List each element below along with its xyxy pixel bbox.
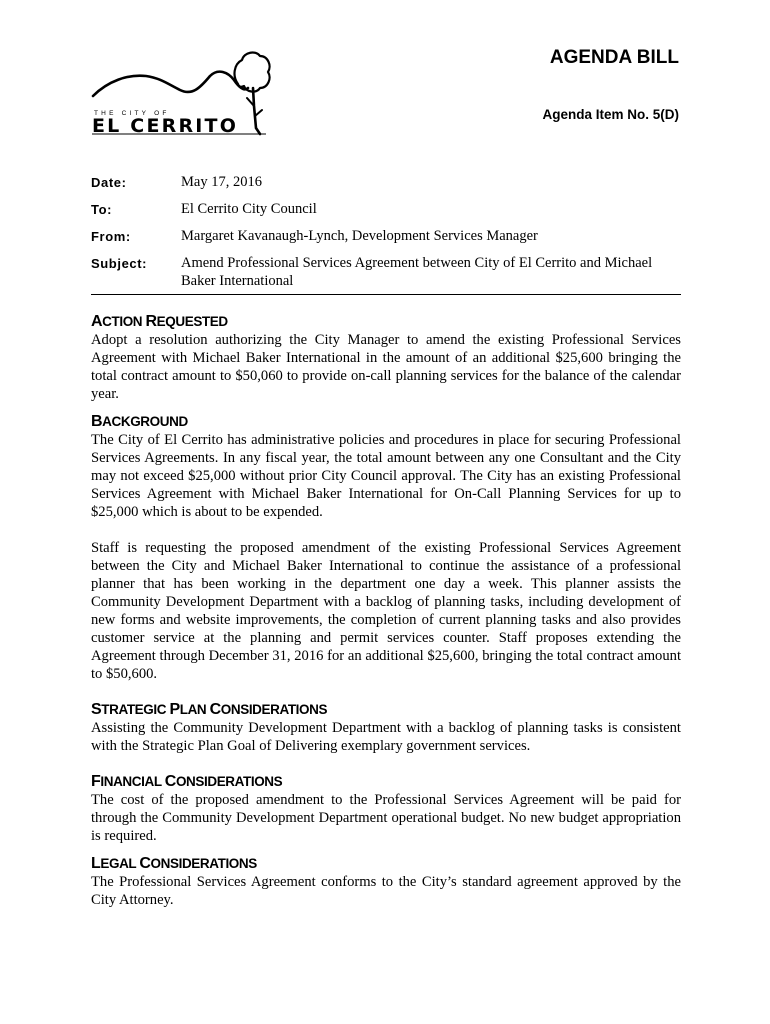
section-heading-action-requested: ACTION REQUESTED bbox=[91, 313, 228, 330]
meta-label: Date: bbox=[91, 175, 127, 190]
logo-large-text: EL CERRITO bbox=[92, 115, 239, 137]
paragraph: Staff is requesting the proposed amendment of the existing Professional Services Agreement between the City and Michael Baker International to continue the assistance of a professional planner that has been working in the department one day a week. This planner assists the Community Development Department with a backlog of planning tasks, including development of new forms and website improvements, the completion of current planning tasks and also provides customer service at the planning and permit services counter. Staff proposes extending the Agreement through December 31, 2016 for an additional $25,600, bringing the total contract amount to $50,600. bbox=[91, 540, 681, 682]
el-cerrito-logo bbox=[88, 46, 278, 142]
section-heading-strategic-plan: STRATEGIC PLAN CONSIDERATIONS bbox=[91, 701, 328, 718]
meta-label: Subject: bbox=[91, 256, 148, 271]
meta-value: May 17, 2016 bbox=[181, 174, 262, 190]
document-title: AGENDA BILL bbox=[549, 47, 679, 68]
logo-small-text: THE CITY OF bbox=[94, 110, 170, 117]
meta-value: El Cerrito City Council bbox=[181, 201, 317, 217]
paragraph: Adopt a resolution authorizing the City Manager to amend the existing Professional Services Agreement with Michael Baker International in the amount of an additional $25,600 bringing the total contract amount to $50,060 to provide on-call planning services for the balance of the calendar year. bbox=[91, 332, 681, 402]
meta-row-from bbox=[91, 227, 681, 245]
meta-row-subject bbox=[91, 254, 681, 290]
paragraph: The cost of the proposed amendment to the Professional Services Agreement will be paid for through the Community Development Department operational budget. No new budget appropriation is required. bbox=[91, 792, 681, 844]
section-heading-financial: FINANCIAL CONSIDERATIONS bbox=[91, 773, 283, 790]
meta-row-date bbox=[91, 173, 681, 191]
header-divider bbox=[91, 294, 681, 295]
paragraph: The City of El Cerrito has administrative policies and procedures in place for securing Professional Services Agreements. In any fiscal year, the total amount between any one Consultant and the City may not exceed $25,000 without prior City Council approval. The City has an existing Professional Services Agreement with Michael Baker International for On-Call Planning Services for up to $25,000 which is about to be expended. bbox=[91, 432, 681, 520]
paragraph: The Professional Services Agreement conforms to the City’s standard agreement approved by the City Attorney. bbox=[91, 874, 681, 908]
meta-label: To: bbox=[91, 202, 113, 217]
meta-label: From: bbox=[91, 229, 131, 244]
el-cerrito-hill-tree-icon bbox=[88, 46, 278, 142]
meta-value: Amend Professional Services Agreement between City of El Cerrito and Michael Baker International bbox=[181, 255, 653, 289]
meta-value: Margaret Kavanaugh-Lynch, Development Services Manager bbox=[181, 228, 538, 244]
document-body bbox=[91, 313, 681, 909]
paragraph: Assisting the Community Development Department with a backlog of planning tasks is consistent with the Strategic Plan Goal of Delivering exemplary government services. bbox=[91, 720, 681, 754]
section-heading-legal: LEGAL CONSIDERATIONS bbox=[91, 855, 257, 872]
meta-row-to bbox=[91, 200, 681, 218]
memo-header bbox=[91, 173, 681, 299]
section-heading-background: BACKGROUND bbox=[91, 413, 188, 430]
agenda-item-number: Agenda Item No. 5(D) bbox=[542, 107, 679, 122]
